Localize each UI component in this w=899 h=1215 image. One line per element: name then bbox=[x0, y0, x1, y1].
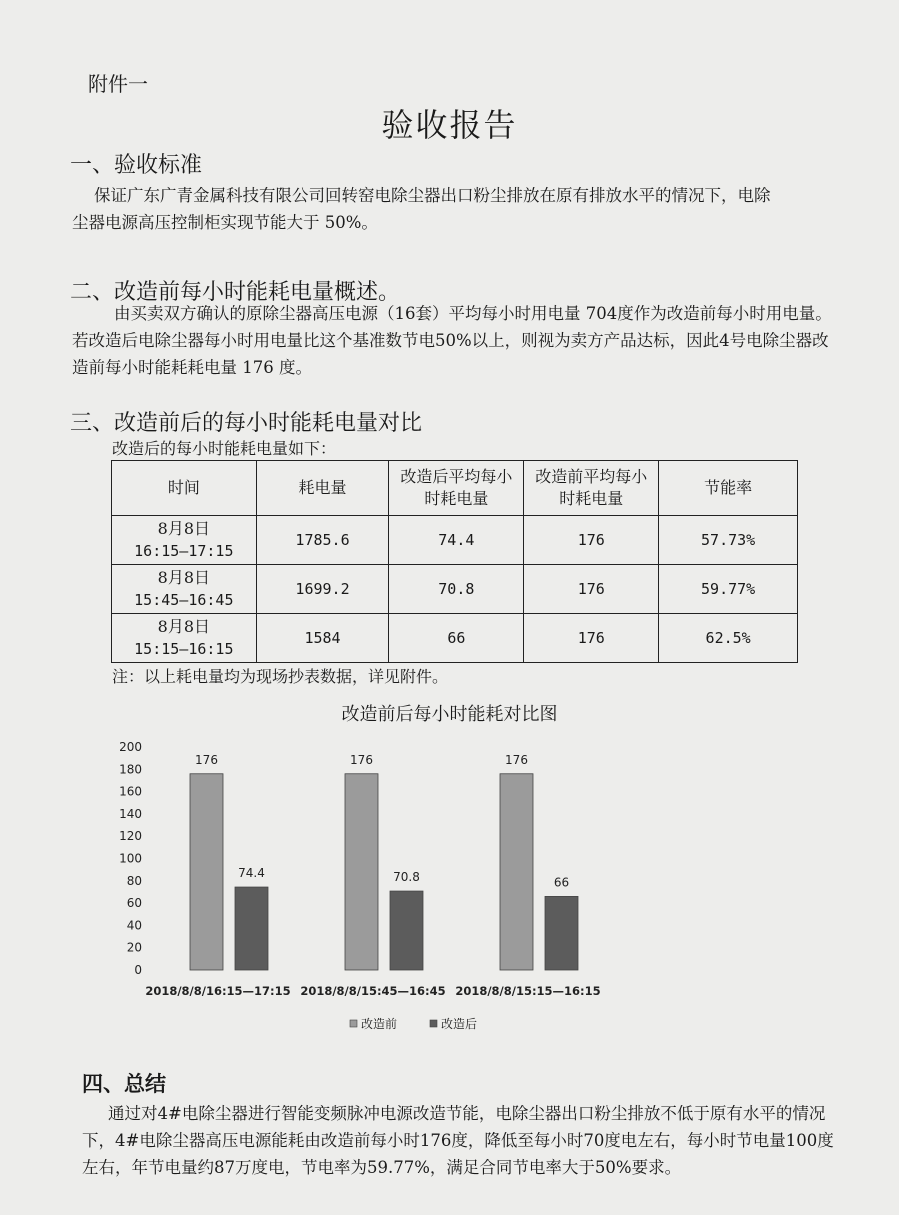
y-tick-label: 200 bbox=[119, 740, 142, 754]
section-2-body: 由买卖双方确认的原除尘器高压电源（16套）平均每小时用电量 704度作为改造前每小时用电量。若改造后电除尘器每小时用电量比这个基准数节电50%以上，则视为卖方产品达标，因此4号电除尘器改造前每小时能耗耗电量 176 度。 bbox=[72, 304, 832, 377]
section-1-heading: 一、验收标准 bbox=[70, 153, 203, 178]
bar-before bbox=[345, 774, 378, 970]
bar-after bbox=[545, 896, 578, 970]
header-consumption: 耗电量 bbox=[256, 461, 389, 516]
y-tick-label: 160 bbox=[119, 784, 142, 799]
cell-after: 66 bbox=[389, 614, 524, 663]
chart-title: 改造前后每小时能耗对比图 bbox=[341, 704, 558, 725]
data-label: 176 bbox=[195, 752, 218, 767]
header-saving-rate: 节能率 bbox=[659, 461, 798, 516]
y-tick-label: 0 bbox=[134, 963, 142, 977]
bar-before bbox=[190, 774, 223, 970]
y-tick-label: 40 bbox=[126, 918, 142, 933]
section-4-body: 通过对4#电除尘器进行智能变频脉冲电源改造节能，电除尘器出口粉尘排放不低于原有水平的情况下，4#电除尘器高压电源能耗由改造前每小时176度，降低至每小时70度电左右，每小时节电量100度左右，年节电量约87万度电，节电率为59.77%，满足合同节电率大于50%要求。 bbox=[82, 1104, 834, 1177]
cell-time: 8月8日 15:15—16:15 bbox=[112, 614, 257, 663]
cell-after: 74.4 bbox=[389, 516, 524, 565]
cell-consumption: 1785.6 bbox=[256, 516, 389, 565]
y-tick-label: 60 bbox=[126, 896, 142, 911]
header-time: 时间 bbox=[112, 461, 257, 516]
data-label: 176 bbox=[505, 752, 528, 767]
cell-time: 8月8日 16:15—17:15 bbox=[112, 516, 257, 565]
data-label: 66 bbox=[553, 875, 570, 890]
x-tick-label: 2018/8/8/15:45—16:45 bbox=[300, 984, 446, 998]
table-header-row bbox=[112, 461, 798, 516]
table-note: 注：以上耗电量均为现场抄表数据，详见附件。 bbox=[112, 667, 449, 686]
cell-rate: 59.77% bbox=[659, 565, 798, 614]
bar-after bbox=[235, 887, 268, 970]
bar-before bbox=[500, 774, 533, 970]
section-1-body: 保证广东广青金属科技有限公司回转窑电除尘器出口粉尘排放在原有排放水平的情况下，电除尘器电源高压控制柜实现节能大于 50%。 bbox=[72, 186, 771, 232]
cell-rate: 57.73% bbox=[659, 516, 798, 565]
y-tick-label: 180 bbox=[119, 762, 142, 777]
cell-consumption: 1699.2 bbox=[256, 565, 389, 614]
consumption-table bbox=[111, 460, 798, 663]
cell-before: 176 bbox=[524, 565, 659, 614]
table-row bbox=[112, 565, 798, 614]
bar-after bbox=[390, 891, 423, 970]
data-label: 74.4 bbox=[238, 866, 265, 881]
table-row bbox=[112, 516, 798, 565]
attachment-label: 附件一 bbox=[88, 72, 148, 96]
legend-label: 改造后 bbox=[441, 1017, 478, 1031]
y-tick-label: 100 bbox=[119, 851, 142, 866]
section-4-heading: 四、总结 bbox=[82, 1072, 166, 1096]
header-after-avg: 改造后平均每小时耗电量 bbox=[389, 461, 524, 516]
legend-label: 改造前 bbox=[361, 1017, 398, 1031]
legend-swatch bbox=[430, 1020, 437, 1027]
cell-after: 70.8 bbox=[389, 565, 524, 614]
cell-rate: 62.5% bbox=[659, 614, 798, 663]
cell-before: 176 bbox=[524, 516, 659, 565]
cell-time: 8月8日 15:45—16:45 bbox=[112, 565, 257, 614]
x-tick-label: 2018/8/8/15:15—16:15 bbox=[455, 984, 601, 998]
cell-before: 176 bbox=[524, 614, 659, 663]
data-label: 176 bbox=[350, 752, 373, 767]
table-row bbox=[112, 614, 798, 663]
data-label: 70.8 bbox=[393, 870, 420, 885]
y-tick-label: 120 bbox=[119, 829, 142, 844]
x-tick-label: 2018/8/8/16:15—17:15 bbox=[145, 984, 291, 998]
bar-chart bbox=[100, 730, 660, 1050]
legend-swatch bbox=[350, 1020, 357, 1027]
y-tick-label: 140 bbox=[119, 806, 142, 821]
header-before-avg: 改造前平均每小时耗电量 bbox=[524, 461, 659, 516]
y-tick-label: 20 bbox=[126, 940, 142, 955]
section-3-heading: 三、改造前后的每小时能耗电量对比 bbox=[70, 411, 423, 436]
cell-consumption: 1584 bbox=[256, 614, 389, 663]
y-tick-label: 80 bbox=[126, 873, 142, 888]
page-title: 验收报告 bbox=[381, 106, 518, 144]
table-caption: 改造后的每小时能耗电量如下： bbox=[112, 439, 337, 458]
section-2-heading: 二、改造前每小时能耗电量概述。 bbox=[70, 280, 401, 305]
